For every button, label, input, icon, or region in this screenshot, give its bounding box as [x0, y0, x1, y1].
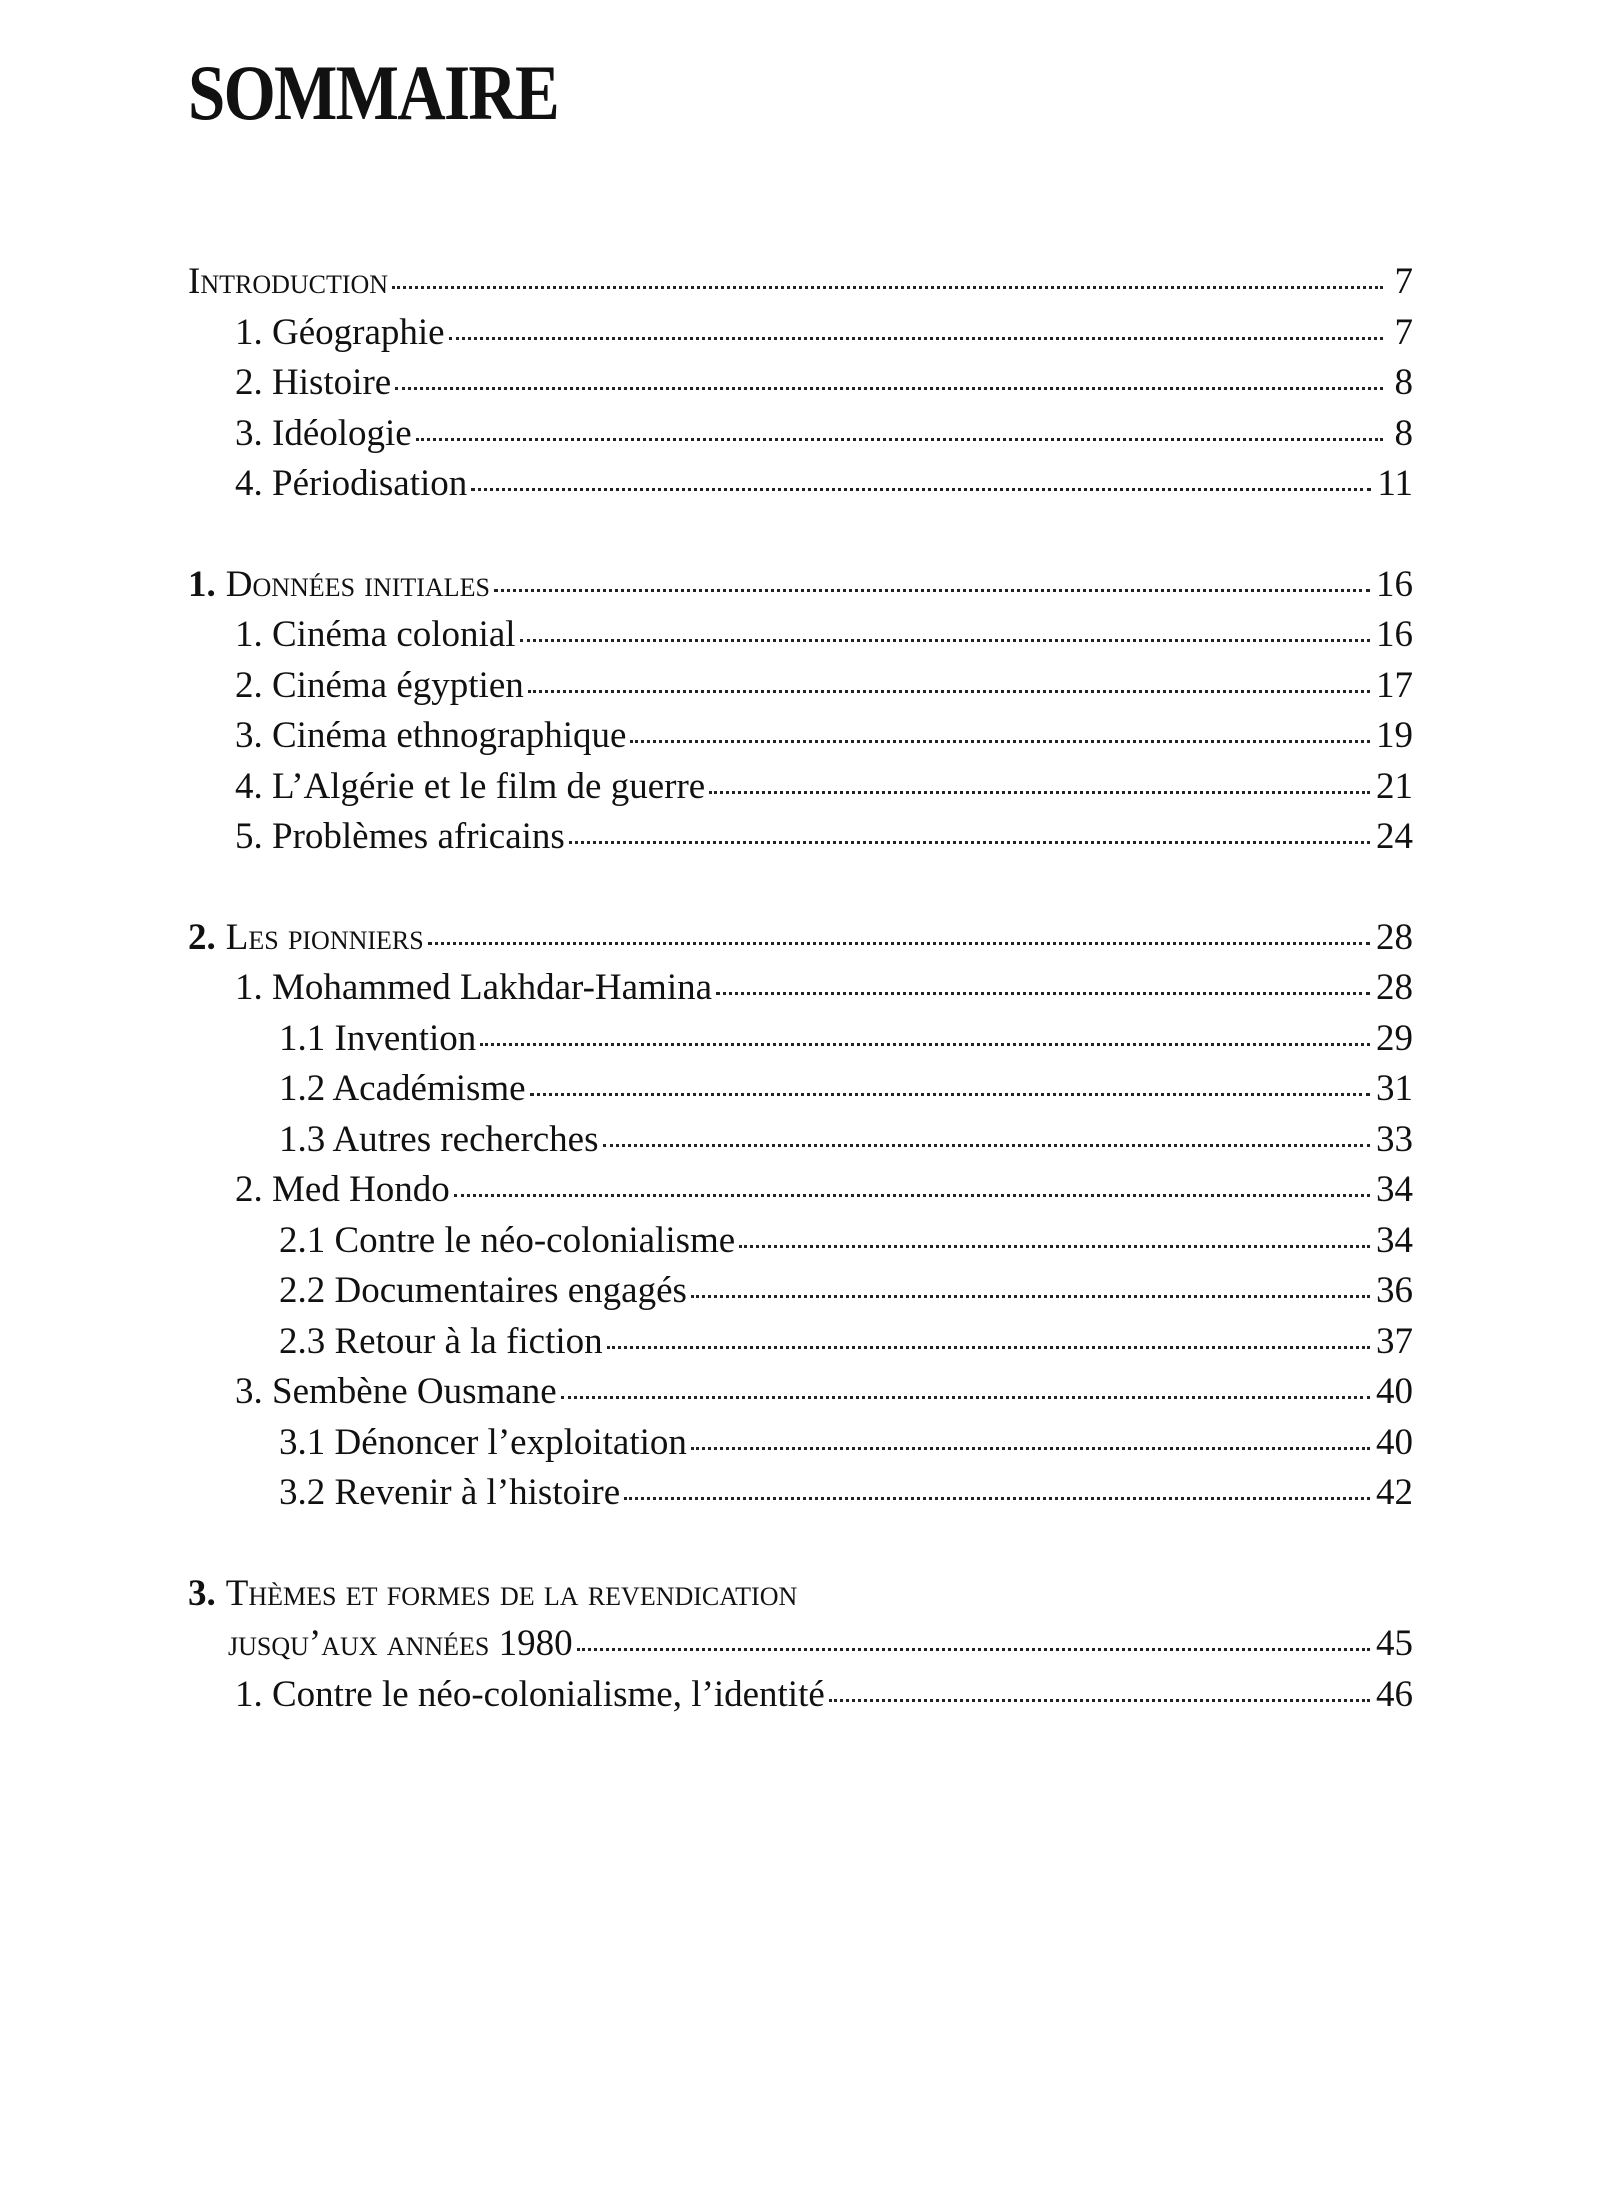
toc-subentry[interactable]	[279, 1014, 1413, 1065]
dot-leader	[709, 790, 1370, 794]
dot-leader	[528, 689, 1370, 693]
dot-leader	[630, 739, 1370, 743]
toc-entry-label: 3. Sembène Ousmane	[235, 1371, 557, 1412]
table-of-contents	[0, 257, 1611, 1770]
toc-page-number: 40	[1376, 1371, 1413, 1412]
toc-heading-year: 1980	[498, 1623, 573, 1664]
toc-subentry[interactable]	[279, 1266, 1413, 1317]
dot-leader	[454, 1193, 1370, 1197]
toc-entry-label: 1.3 Autres recherches	[279, 1118, 599, 1160]
toc-entry[interactable]	[235, 409, 1413, 460]
toc-entry-label: 1. Contre le néo-colonialisme, l’identité	[235, 1673, 825, 1715]
dot-leader	[607, 1345, 1370, 1349]
dot-leader	[829, 1698, 1370, 1702]
toc-entry[interactable]	[235, 1367, 1413, 1418]
toc-heading-chapter-3-line2[interactable]	[228, 1619, 1413, 1670]
toc-page-number: 34	[1376, 1169, 1413, 1210]
toc-heading-chapter-1[interactable]	[188, 560, 1413, 611]
toc-entry[interactable]	[235, 1670, 1413, 1721]
toc-entry-label: 2. Histoire	[235, 362, 392, 403]
toc-entry[interactable]	[235, 610, 1413, 661]
toc-page-number: 28	[1376, 967, 1413, 1008]
toc-page-number: 8	[1394, 362, 1413, 403]
toc-page-number: 40	[1376, 1421, 1413, 1463]
dot-leader	[691, 1294, 1370, 1298]
toc-entry[interactable]	[235, 812, 1413, 863]
toc-page-number: 8	[1394, 412, 1413, 454]
toc-page-number: 33	[1376, 1118, 1413, 1160]
toc-page-number: 16	[1376, 614, 1413, 655]
toc-page-number: 37	[1376, 1320, 1413, 1362]
toc-subentry[interactable]	[279, 1317, 1413, 1368]
page-title: SOMMAIRE	[188, 49, 559, 136]
dot-leader	[494, 588, 1370, 592]
dot-leader	[428, 941, 1370, 945]
dot-leader	[395, 386, 1383, 390]
dot-leader	[471, 487, 1371, 491]
toc-entry-label: 3. Cinéma ethnographique	[235, 715, 627, 756]
dot-leader	[577, 1647, 1370, 1651]
toc-entry[interactable]	[235, 711, 1413, 762]
toc-section-chapter-2	[0, 913, 1611, 1519]
toc-page-number: 28	[1376, 916, 1413, 958]
toc-entry-label: 2.2 Documentaires engagés	[279, 1270, 687, 1311]
toc-heading-label: Données initiales	[225, 563, 490, 605]
toc-page-number: 17	[1376, 664, 1413, 706]
toc-heading-chapter-2[interactable]	[188, 913, 1413, 964]
toc-entry[interactable]	[235, 358, 1413, 409]
chapter-number: 3.	[188, 1572, 216, 1614]
dot-leader	[480, 1042, 1370, 1046]
toc-page-number: 42	[1376, 1472, 1413, 1513]
toc-entry[interactable]	[235, 1165, 1413, 1216]
toc-entry-label: 3. Idéologie	[235, 412, 412, 454]
toc-page-number: 19	[1376, 715, 1413, 756]
dot-leader	[624, 1496, 1370, 1500]
dot-leader	[603, 1143, 1370, 1147]
toc-heading-chapter-3-line1[interactable]	[188, 1569, 1413, 1620]
chapter-number: 2.	[188, 916, 216, 958]
chapter-number: 1.	[188, 563, 216, 605]
toc-page-number: 24	[1376, 816, 1413, 857]
toc-heading-label: Les pionniers	[225, 916, 424, 958]
toc-heading-label: Thèmes et formes de la revendication	[225, 1572, 798, 1614]
toc-entry[interactable]	[235, 308, 1413, 359]
toc-section-chapter-3	[0, 1569, 1611, 1721]
toc-page-number: 36	[1376, 1270, 1413, 1311]
toc-entry-label: 1. Mohammed Lakhdar-Hamina	[235, 967, 713, 1008]
toc-entry-label: 2. Med Hondo	[235, 1169, 450, 1210]
toc-page-number: 11	[1377, 463, 1413, 504]
dot-leader	[416, 437, 1383, 441]
toc-entry-label: 1. Cinéma colonial	[235, 614, 516, 655]
toc-entry-label: 1. Géographie	[235, 311, 445, 353]
toc-heading-label-continued: jusqu’aux années	[228, 1623, 490, 1664]
toc-section-introduction	[0, 257, 1611, 510]
dot-leader	[569, 840, 1370, 844]
toc-page-number: 7	[1394, 261, 1413, 302]
toc-subentry[interactable]	[279, 1064, 1413, 1115]
dot-leader	[392, 285, 1383, 289]
toc-entry-label: 5. Problèmes africains	[235, 816, 565, 857]
toc-heading-label: Introduction	[188, 261, 389, 302]
toc-page-number: 7	[1394, 311, 1413, 353]
toc-entry-label: 4. Périodisation	[235, 463, 468, 504]
toc-entry-label: 3.2 Revenir à l’histoire	[279, 1472, 621, 1513]
toc-entry[interactable]	[235, 661, 1413, 712]
toc-page-number: 29	[1376, 1017, 1413, 1059]
dot-leader	[691, 1446, 1370, 1450]
toc-page-number: 34	[1376, 1219, 1413, 1261]
toc-heading-introduction[interactable]	[188, 257, 1413, 308]
toc-section-chapter-1	[0, 560, 1611, 863]
toc-page-number: 46	[1376, 1673, 1413, 1715]
dot-leader	[520, 638, 1370, 642]
dot-leader	[716, 991, 1370, 995]
toc-subentry[interactable]	[279, 1418, 1413, 1469]
toc-subentry[interactable]	[279, 1115, 1413, 1166]
toc-entry[interactable]	[235, 963, 1413, 1014]
toc-subentry[interactable]	[279, 1216, 1413, 1267]
toc-entry-label: 3.1 Dénoncer l’exploitation	[279, 1421, 687, 1463]
toc-entry[interactable]	[235, 762, 1413, 813]
toc-entry-label: 4. L’Algérie et le film de guerre	[235, 765, 706, 807]
dot-leader	[739, 1244, 1370, 1248]
dot-leader	[530, 1092, 1370, 1096]
toc-entry-label: 2.3 Retour à la fiction	[279, 1320, 603, 1362]
toc-page-number: 45	[1376, 1623, 1413, 1664]
toc-entry-label: 2.1 Contre le néo-colonialisme	[279, 1219, 736, 1261]
toc-page-number: 31	[1376, 1068, 1413, 1109]
dot-leader	[449, 336, 1383, 340]
dot-leader	[561, 1395, 1370, 1399]
toc-entry-label: 2. Cinéma égyptien	[235, 664, 524, 706]
toc-subentry[interactable]	[279, 1468, 1413, 1519]
toc-page-number: 16	[1376, 563, 1413, 605]
toc-entry-label: 1.2 Académisme	[279, 1068, 526, 1109]
toc-entry[interactable]	[235, 459, 1413, 510]
toc-entry-label: 1.1 Invention	[279, 1017, 477, 1059]
toc-page-number: 21	[1376, 765, 1413, 807]
